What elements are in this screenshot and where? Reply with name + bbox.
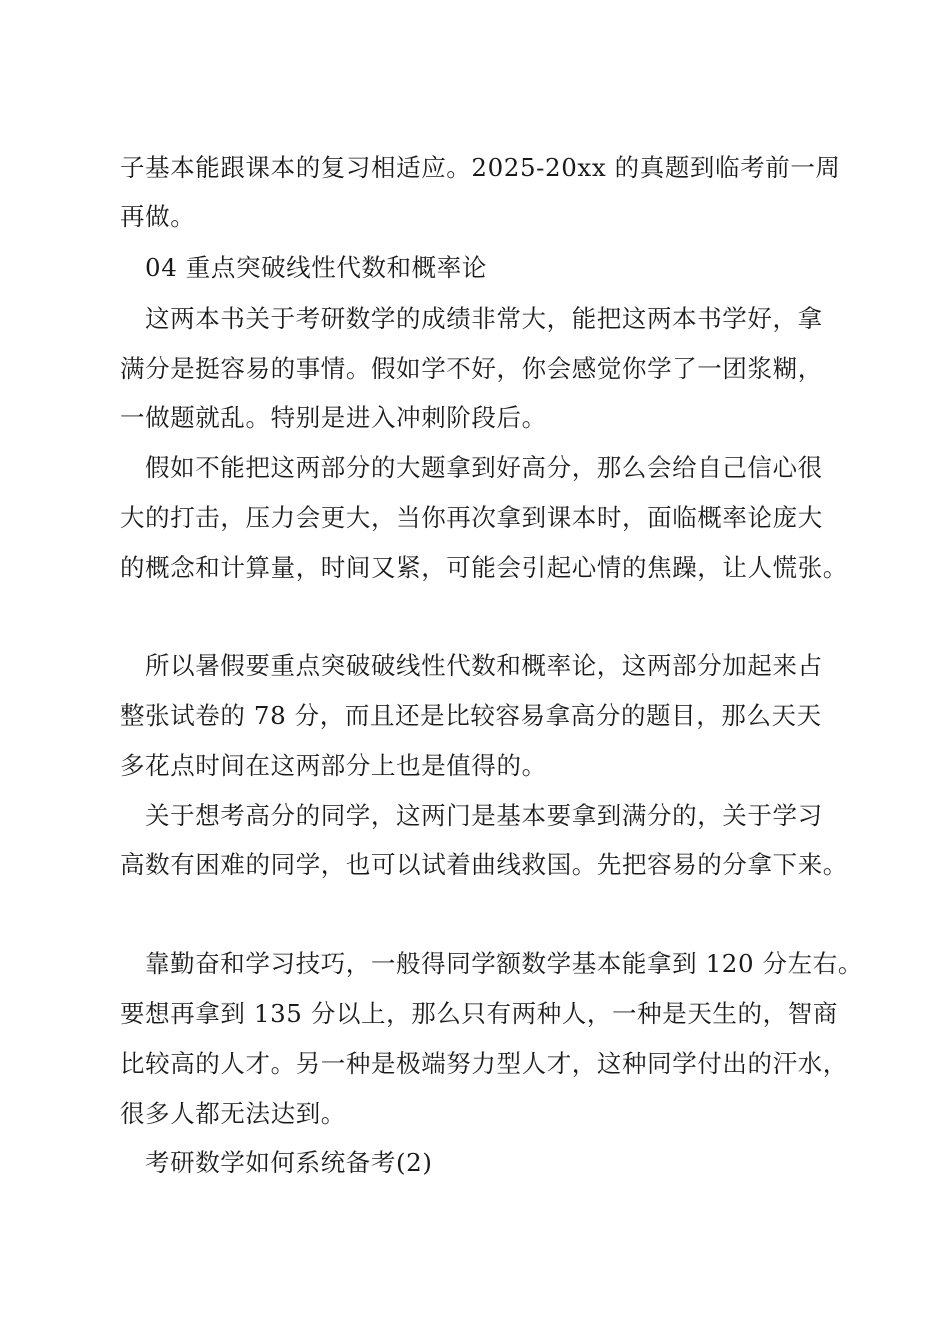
section-heading: 考研数学如何系统备考(2) [145,1148,433,1177]
text-line: 要想再拿到 135 分以上，那么只有两种人，一种是天生的，智商 [120,999,838,1028]
text-line: 很多人都无法达到。 [120,1099,346,1128]
text-line: 高数有困难的同学，也可以试着曲线救国。先把容易的分拿下来。 [120,850,848,879]
text-line: 所以暑假要重点突破破线性代数和概率论，这两部分加起来占 [145,651,823,680]
text-line: 假如不能把这两部分的大题拿到好高分，那么会给自己信心很 [145,453,823,482]
section-heading: 04 重点突破线性代数和概率论 [145,253,487,282]
text-line: 大的打击，压力会更大，当你再次拿到课本时，面临概率论庞大 [120,503,823,532]
text-line: 再做。 [120,202,196,231]
text-line: 整张试卷的 78 分，而且还是比较容易拿高分的题目，那么天天 [120,701,822,730]
text-line: 这两本书关于考研数学的成绩非常大，能把这两本书学好，拿 [145,304,823,333]
text-line: 一做题就乱。特别是进入冲刺阶段后。 [120,403,547,432]
text-line: 满分是挺容易的事情。假如学不好，你会感觉你学了一团浆糊， [120,354,823,383]
text-line: 比较高的人才。另一种是极端努力型人才，这种同学付出的汗水， [120,1049,848,1078]
text-line: 的概念和计算量，时间又紧，可能会引起心情的焦躁，让人慌张。 [120,553,848,582]
text-line: 多花点时间在这两部分上也是值得的。 [120,751,547,780]
text-line: 靠勤奋和学习技巧，一般得同学额数学基本能拿到 120 分左右。 [145,949,863,978]
text-line: 子基本能跟课本的复习相适应。2025-20xx 的真题到临考前一周 [120,153,841,182]
text-line: 关于想考高分的同学，这两门是基本要拿到满分的，关于学习 [145,801,823,830]
